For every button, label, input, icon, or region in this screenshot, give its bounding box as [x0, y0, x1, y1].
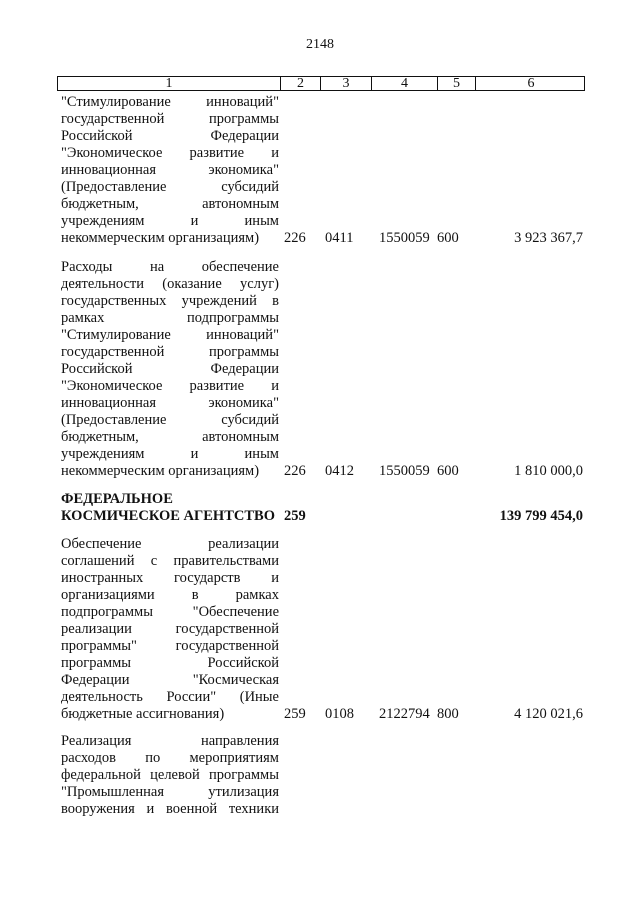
- col-header-2: 2: [280, 77, 320, 90]
- description-line: учреждениям и иным: [61, 446, 279, 462]
- description-line: "Стимулирование инноваций": [61, 327, 279, 343]
- description-line: "Промышленная утилизация: [61, 784, 279, 800]
- description-line: иностранных государств и: [61, 570, 279, 586]
- row-description: [61, 491, 279, 525]
- description-line: Расходы на обеспечение: [61, 259, 279, 275]
- cell-vr: 800: [437, 706, 459, 722]
- cell-cs: 2122794: [379, 706, 430, 722]
- row-description: [61, 94, 279, 247]
- description-line: государственных учреждений в: [61, 293, 279, 309]
- description-line: "Экономическое развитие и: [61, 378, 279, 394]
- cell-cs: 1550059: [379, 230, 430, 246]
- description-line: расходов по мероприятиям: [61, 750, 279, 766]
- description-line: Федерации "Космическая: [61, 672, 279, 688]
- description-line: программы Российской: [61, 655, 279, 671]
- description-line: "Экономическое развитие и: [61, 145, 279, 161]
- col-header-3: 3: [320, 77, 371, 90]
- description-line: рамках подпрограммы: [61, 310, 279, 326]
- description-line: Российской Федерации: [61, 128, 279, 144]
- description-line: реализации государственной: [61, 621, 279, 637]
- row-description: [61, 536, 279, 723]
- cell-sum: 139 799 454,0: [499, 508, 583, 524]
- description-line: КОСМИЧЕСКОЕ АГЕНТСТВО: [61, 508, 275, 524]
- page-number: 2148: [306, 37, 334, 52]
- cell-rz: 0412: [325, 463, 354, 479]
- cell-rz: 0108: [325, 706, 354, 722]
- description-line: учреждениям и иным: [61, 213, 279, 229]
- description-line: федеральной целевой программы: [61, 767, 279, 783]
- description-line: организациями в рамках: [61, 587, 279, 603]
- description-line: бюджетным, автономным: [61, 429, 279, 445]
- cell-gr: 259: [284, 508, 306, 524]
- description-line: программы" государственной: [61, 638, 279, 654]
- description-line: вооружения и военной техники: [61, 801, 279, 817]
- description-line: государственной программы: [61, 344, 279, 360]
- cell-gr: 226: [284, 463, 306, 479]
- description-line: бюджетным, автономным: [61, 196, 279, 212]
- cell-sum: 3 923 367,7: [514, 230, 583, 246]
- description-line: соглашений с правительствами: [61, 553, 279, 569]
- description-line: деятельности (оказание услуг): [61, 276, 279, 292]
- description-line: подпрограммы "Обеспечение: [61, 604, 279, 620]
- col-header-5: 5: [437, 77, 475, 90]
- description-line: Обеспечение реализации: [61, 536, 279, 552]
- description-line: (Предоставление субсидий: [61, 412, 279, 428]
- description-line: ФЕДЕРАЛЬНОЕ: [61, 491, 173, 507]
- description-line: некоммерческим организациям): [61, 463, 260, 479]
- cell-sum: 1 810 000,0: [514, 463, 583, 479]
- row-description: [61, 259, 279, 480]
- description-line: инновационная экономика": [61, 162, 279, 178]
- column-header-row: [57, 76, 585, 91]
- description-line: инновационная экономика": [61, 395, 279, 411]
- cell-rz: 0411: [325, 230, 354, 246]
- col-header-6: 6: [475, 77, 586, 90]
- description-line: государственной программы: [61, 111, 279, 127]
- description-line: бюджетные ассигнования): [61, 706, 225, 722]
- cell-vr: 600: [437, 463, 459, 479]
- row-description: [61, 733, 279, 818]
- cell-gr: 259: [284, 706, 306, 722]
- cell-gr: 226: [284, 230, 306, 246]
- description-line: (Предоставление субсидий: [61, 179, 279, 195]
- description-line: Российской Федерации: [61, 361, 279, 377]
- cell-vr: 600: [437, 230, 459, 246]
- cell-sum: 4 120 021,6: [514, 706, 583, 722]
- description-line: некоммерческим организациям): [61, 230, 260, 246]
- description-line: деятельность России" (Иные: [61, 689, 279, 705]
- description-line: Реализация направления: [61, 733, 279, 749]
- col-header-4: 4: [371, 77, 437, 90]
- col-header-1: 1: [165, 76, 173, 91]
- description-line: "Стимулирование инноваций": [61, 94, 279, 110]
- cell-cs: 1550059: [379, 463, 430, 479]
